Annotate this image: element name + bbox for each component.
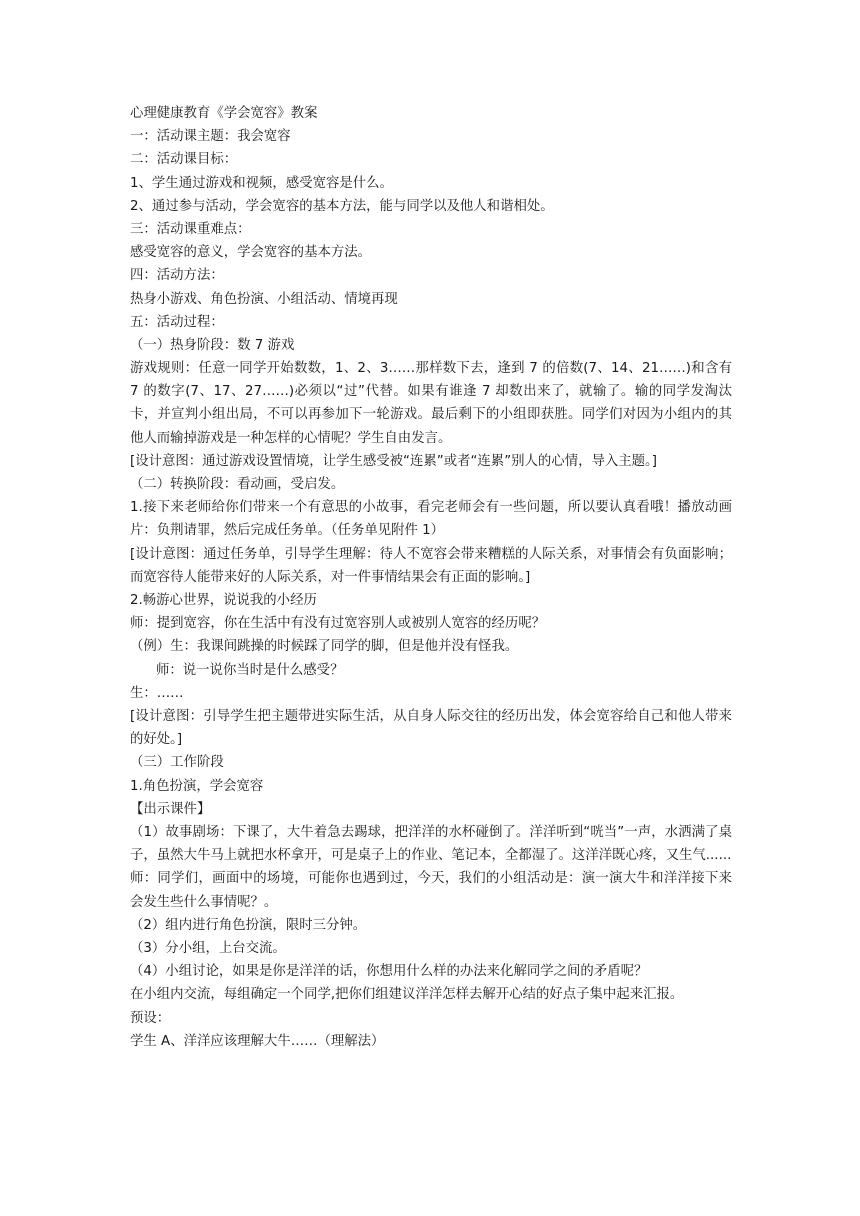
stage-1-title: （一）热身阶段：数 7 游戏: [130, 337, 295, 353]
step-3: （3）分小组，上台交流。: [130, 940, 286, 956]
student-a-answer: 学生 A、洋洋应该理解大牛……（理解法）: [130, 1033, 385, 1049]
stage-3-title: （三）工作阶段: [130, 755, 224, 771]
courseware-label: 【出示课件】: [130, 801, 211, 817]
section-goals-heading: 二：活动课目标：: [130, 152, 238, 168]
student-reply: 生：……: [130, 685, 184, 701]
stage-3-paragraph-1-title: 1.角色扮演，学会宽容: [130, 778, 264, 794]
section-process-heading: 五：活动过程：: [130, 314, 224, 330]
step-2: （2）组内进行角色扮演，限时三分钟。: [130, 917, 367, 933]
step-4-continued: 在小组内交流，每组确定一个同学,把你们组建议洋洋怎样去解开心结的好点子集中起来汇报。: [130, 987, 684, 1003]
goal-2: 2、通过参与活动，学会宽容的基本方法，能与同学以及他人和谐相处。: [130, 198, 554, 214]
methods-text: 热身小游戏、角色扮演、小组活动、情境再现: [130, 291, 398, 307]
teacher-question-1: 师：提到宽容，你在生活中有没有过宽容别人或被别人宽容的经历呢？: [130, 616, 546, 632]
story-paragraph: （1）故事剧场：下课了，大牛着急去踢球，把洋洋的水杯碰倒了。洋洋听到“咣当”一声，水洒满了桌子，虽然大牛马上就把水杯拿开，可是桌子上的作业、笔记本，全都湿了。这洋洋既心疼，又生气......: [130, 824, 732, 864]
keypoints-text: 感受宽容的意义，学会宽容的基本方法。: [130, 245, 372, 261]
game-rule-paragraph: 游戏规则：任意一同学开始数数，1、2、3……那样数下去，逢到 7 的倍数(7、14、21……)和含有 7 的数字(7、17、27……)必须以“过”代替。如果有谁逢 7 却数出来了，就输了。输的同学发淘汰卡，并宣判小组出局，不可以再参加下一轮游戏。最后剩下的小组即获胜。同学们对因为小组内的其他人而输掉游戏是一种怎样的心情呢？学生自由发言。: [130, 361, 732, 446]
document-body: [130, 102, 732, 1053]
goal-1: 1、学生通过游戏和视频，感受宽容是什么。: [130, 175, 393, 191]
document-title: 心理健康教育《学会宽容》教案: [130, 106, 318, 121]
teacher-story-prompt: 师：同学们，画面中的场境，可能你也遇到过，今天，我们的小组活动是：演一演大牛和洋洋接下来会发生些什么事情呢？。: [130, 871, 732, 910]
step-4: （4）小组讨论，如果是你是洋洋的话，你想用什么样的办法来化解同学之间的矛盾呢？: [130, 964, 648, 980]
preset-label: 预设：: [130, 1010, 171, 1026]
design-intent-3: [设计意图：引导学生把主题带进实际生活，从自身人际交往的经历出发，体会宽容给自己和他人带来的好处。]: [130, 709, 732, 748]
design-intent-2: [设计意图：通过任务单，引导学生理解：待人不宽容会带来糟糕的人际关系，对事情会有负面影响；而宽容待人能带来好的人际关系，对一件事情结果会有正面的影响。]: [130, 546, 732, 585]
section-keypoints-heading: 三：活动课重难点：: [130, 221, 251, 237]
stage-2-paragraph-2-title: 2.畅游心世界，说说我的小经历: [130, 593, 317, 609]
section-theme: 一：活动课主题：我会宽容: [130, 129, 291, 145]
section-methods-heading: 四：活动方法：: [130, 268, 224, 284]
teacher-question-2: 师：说一说你当时是什么感受？: [156, 662, 344, 678]
stage-2-paragraph-1: 1.接下来老师给你们带来一个有意思的小故事，看完老师会有一些问题，所以要认真看哦！播放动画片：负荆请罪，然后完成任务单。（任务单见附件 1）: [130, 500, 732, 539]
example-student-answer: （例）生：我课间跳操的时候踩了同学的脚，但是他并没有怪我。: [130, 639, 519, 655]
design-intent-1: [设计意图：通过游戏设置情境，让学生感受被“连累”或者“连累”别人的心情，导入主题。]: [130, 453, 657, 469]
stage-2-title: （二）转换阶段：看动画，受启发。: [130, 477, 345, 493]
